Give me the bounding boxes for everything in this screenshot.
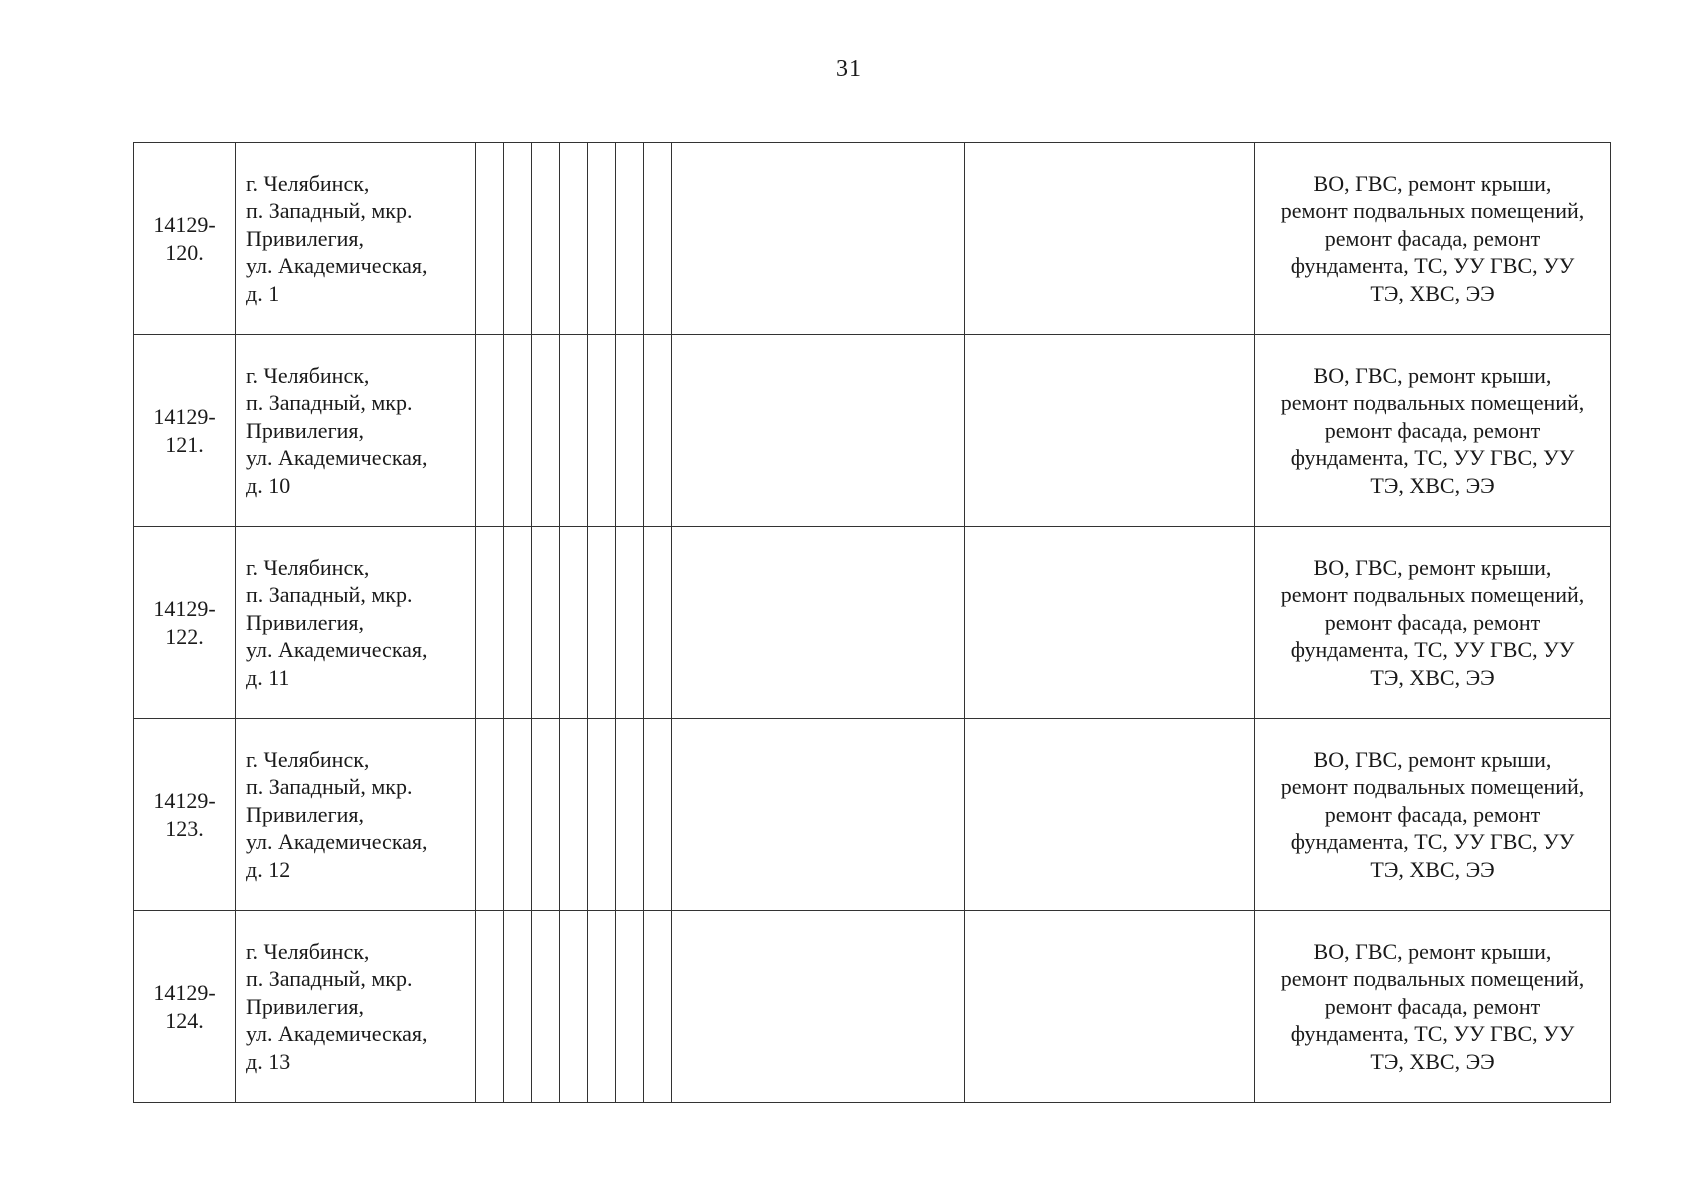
row-number-cell-line: 120. [165, 239, 204, 265]
empty-wide-cell [672, 527, 965, 719]
empty-narrow-cell [504, 527, 532, 719]
row-number-cell-line: 14129- [153, 212, 216, 237]
empty-narrow-cell [644, 143, 672, 335]
row-number-cell [134, 911, 236, 1103]
empty-narrow-cell [644, 527, 672, 719]
empty-narrow-cell [588, 911, 616, 1103]
address-cell [236, 719, 476, 911]
empty-narrow-cell [616, 719, 644, 911]
row-number-cell-line: 14129- [153, 788, 216, 813]
address-cell-line: п. Западный, мкр. [246, 198, 413, 224]
address-cell-line: д. 10 [246, 472, 291, 498]
empty-narrow-cell [560, 719, 588, 911]
empty-narrow-cell [504, 911, 532, 1103]
address-cell [236, 911, 476, 1103]
address-cell-line: д. 11 [246, 664, 290, 690]
address-cell-line: ул. Академическая, [246, 1021, 428, 1047]
empty-narrow-cell [532, 719, 560, 911]
address-cell-line: п. Западный, мкр. [246, 390, 413, 416]
works-cell-line: фундамента, ТС, УУ ГВС, УУ [1290, 637, 1575, 663]
empty-wide-cell [672, 143, 965, 335]
works-cell-line: ремонт подвальных помещений, [1280, 198, 1585, 224]
row-number-cell-line: 124. [165, 1007, 204, 1033]
works-cell-line: ремонт фасада, ремонт [1324, 609, 1541, 635]
row-number-cell-line: 123. [165, 815, 204, 841]
address-cell [236, 335, 476, 527]
address-cell-line: д. 1 [246, 280, 280, 306]
empty-narrow-cell [476, 527, 504, 719]
address-cell-line: г. Челябинск, [246, 170, 370, 196]
row-number-cell [134, 527, 236, 719]
empty-narrow-cell [532, 911, 560, 1103]
works-cell-line: фундамента, ТС, УУ ГВС, УУ [1290, 253, 1575, 279]
empty-wide-cell [672, 335, 965, 527]
empty-wide-cell [672, 719, 965, 911]
address-cell [236, 527, 476, 719]
works-cell-line: ремонт подвальных помещений, [1280, 966, 1585, 992]
empty-narrow-cell [644, 911, 672, 1103]
empty-narrow-cell [476, 911, 504, 1103]
empty-narrow-cell [644, 719, 672, 911]
works-cell-line: ВО, ГВС, ремонт крыши, [1313, 170, 1552, 196]
table-row [134, 911, 1611, 1103]
registry-table [133, 142, 1611, 1103]
empty-narrow-cell [560, 335, 588, 527]
empty-wide-cell [965, 335, 1255, 527]
works-cell-line: ВО, ГВС, ремонт крыши, [1313, 938, 1552, 964]
table-row [134, 527, 1611, 719]
empty-wide-cell [965, 143, 1255, 335]
works-cell-line: ремонт фасада, ремонт [1324, 801, 1541, 827]
address-cell-line: д. 13 [246, 1048, 291, 1074]
address-cell-line: г. Челябинск, [246, 362, 370, 388]
page-number: 31 [836, 56, 862, 82]
works-cell-line: ТЭ, ХВС, ЭЭ [1370, 1048, 1495, 1074]
empty-wide-cell [965, 911, 1255, 1103]
works-cell-line: ремонт фасада, ремонт [1324, 225, 1541, 251]
works-cell [1255, 719, 1611, 911]
address-cell-line: г. Челябинск, [246, 938, 370, 964]
address-cell-line: ул. Академическая, [246, 445, 428, 471]
works-cell-line: ремонт фасада, ремонт [1324, 993, 1541, 1019]
table-row [134, 143, 1611, 335]
works-cell-line: ремонт подвальных помещений, [1280, 774, 1585, 800]
works-cell [1255, 527, 1611, 719]
address-cell-line: д. 12 [246, 856, 291, 882]
empty-wide-cell [672, 911, 965, 1103]
row-number-cell [134, 143, 236, 335]
address-cell-line: Привилегия, [246, 225, 364, 251]
empty-narrow-cell [616, 335, 644, 527]
address-cell-line: г. Челябинск, [246, 554, 370, 580]
empty-narrow-cell [588, 143, 616, 335]
works-cell-line: ТЭ, ХВС, ЭЭ [1370, 664, 1495, 690]
works-cell-line: ВО, ГВС, ремонт крыши, [1313, 362, 1552, 388]
empty-narrow-cell [588, 335, 616, 527]
works-cell-line: ТЭ, ХВС, ЭЭ [1370, 280, 1495, 306]
table-row [134, 335, 1611, 527]
row-number-cell-line: 122. [165, 623, 204, 649]
address-cell [236, 143, 476, 335]
empty-narrow-cell [560, 143, 588, 335]
works-cell-line: фундамента, ТС, УУ ГВС, УУ [1290, 829, 1575, 855]
address-cell-line: г. Челябинск, [246, 746, 370, 772]
empty-wide-cell [965, 527, 1255, 719]
address-cell-line: ул. Академическая, [246, 253, 428, 279]
empty-narrow-cell [560, 527, 588, 719]
address-cell-line: п. Западный, мкр. [246, 966, 413, 992]
address-cell-line: Привилегия, [246, 609, 364, 635]
works-cell-line: фундамента, ТС, УУ ГВС, УУ [1290, 445, 1575, 471]
row-number-cell [134, 335, 236, 527]
table-body [134, 143, 1611, 1103]
empty-narrow-cell [504, 335, 532, 527]
address-cell-line: Привилегия, [246, 417, 364, 443]
works-cell [1255, 911, 1611, 1103]
empty-narrow-cell [476, 143, 504, 335]
empty-narrow-cell [616, 527, 644, 719]
works-cell-line: ремонт фасада, ремонт [1324, 417, 1541, 443]
address-cell-line: ул. Академическая, [246, 829, 428, 855]
works-cell [1255, 143, 1611, 335]
row-number-cell [134, 719, 236, 911]
empty-narrow-cell [532, 527, 560, 719]
empty-narrow-cell [588, 527, 616, 719]
empty-wide-cell [965, 719, 1255, 911]
works-cell [1255, 335, 1611, 527]
works-cell-line: фундамента, ТС, УУ ГВС, УУ [1290, 1021, 1575, 1047]
row-number-cell-line: 121. [165, 431, 204, 457]
works-cell-line: ремонт подвальных помещений, [1280, 582, 1585, 608]
table-row [134, 719, 1611, 911]
empty-narrow-cell [532, 335, 560, 527]
works-cell-line: ВО, ГВС, ремонт крыши, [1313, 746, 1552, 772]
empty-narrow-cell [532, 143, 560, 335]
address-cell-line: п. Западный, мкр. [246, 774, 413, 800]
empty-narrow-cell [616, 143, 644, 335]
works-cell-line: ремонт подвальных помещений, [1280, 390, 1585, 416]
works-cell-line: ВО, ГВС, ремонт крыши, [1313, 554, 1552, 580]
address-cell-line: ул. Академическая, [246, 637, 428, 663]
empty-narrow-cell [588, 719, 616, 911]
address-cell-line: п. Западный, мкр. [246, 582, 413, 608]
works-cell-line: ТЭ, ХВС, ЭЭ [1370, 472, 1495, 498]
works-cell-line: ТЭ, ХВС, ЭЭ [1370, 856, 1495, 882]
empty-narrow-cell [504, 719, 532, 911]
empty-narrow-cell [560, 911, 588, 1103]
row-number-cell-line: 14129- [153, 404, 216, 429]
empty-narrow-cell [644, 335, 672, 527]
address-cell-line: Привилегия, [246, 993, 364, 1019]
empty-narrow-cell [476, 719, 504, 911]
row-number-cell-line: 14129- [153, 596, 216, 621]
address-cell-line: Привилегия, [246, 801, 364, 827]
empty-narrow-cell [504, 143, 532, 335]
empty-narrow-cell [616, 911, 644, 1103]
empty-narrow-cell [476, 335, 504, 527]
row-number-cell-line: 14129- [153, 980, 216, 1005]
